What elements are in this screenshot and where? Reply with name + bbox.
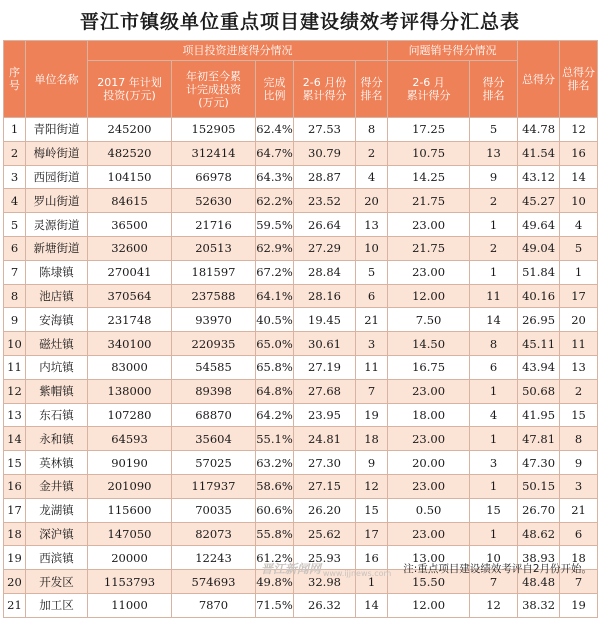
- cell-completion-ratio: 40.5%: [256, 308, 294, 332]
- table-row: [4, 403, 598, 427]
- cell-score-2-6: 25.93: [294, 546, 356, 570]
- header-total-score: 总得分: [518, 41, 560, 118]
- cell-plan-2017: 104150: [88, 165, 172, 189]
- cell-completion-ratio: 55.1%: [256, 427, 294, 451]
- cell-completion-ratio: 63.2%: [256, 451, 294, 475]
- cell-issue-score: 14.50: [388, 332, 470, 356]
- header-seq: 序 号: [4, 41, 26, 118]
- cell-seq: 9: [4, 308, 26, 332]
- cell-plan-2017: 370564: [88, 284, 172, 308]
- cell-rank: 19: [356, 403, 388, 427]
- cell-rank: 17: [356, 522, 388, 546]
- score-summary-table: [3, 40, 598, 618]
- cell-unit: 龙湖镇: [26, 498, 88, 522]
- cell-rank: 11: [356, 355, 388, 379]
- cell-issue-rank: 5: [470, 118, 518, 142]
- cell-total-rank: 8: [560, 427, 598, 451]
- cell-ytd-investment: 20513: [172, 236, 256, 260]
- cell-total-rank: 14: [560, 165, 598, 189]
- cell-completion-ratio: 62.2%: [256, 189, 294, 213]
- table-row: [4, 332, 598, 356]
- cell-seq: 14: [4, 427, 26, 451]
- cell-issue-score: 13.00: [388, 546, 470, 570]
- cell-total-score: 49.04: [518, 236, 560, 260]
- cell-completion-ratio: 64.8%: [256, 379, 294, 403]
- cell-total-rank: 12: [560, 118, 598, 142]
- cell-issue-score: 18.00: [388, 403, 470, 427]
- cell-ytd-investment: 70035: [172, 498, 256, 522]
- cell-issue-rank: 6: [470, 355, 518, 379]
- cell-rank: 13: [356, 213, 388, 237]
- table-row: [4, 118, 598, 142]
- table-row: [4, 165, 598, 189]
- cell-completion-ratio: 61.2%: [256, 546, 294, 570]
- cell-issue-rank: 13: [470, 141, 518, 165]
- cell-plan-2017: 20000: [88, 546, 172, 570]
- table-row: [4, 522, 598, 546]
- cell-completion-ratio: 60.6%: [256, 498, 294, 522]
- cell-plan-2017: 64593: [88, 427, 172, 451]
- cell-ytd-investment: 7870: [172, 593, 256, 617]
- cell-ytd-investment: 66978: [172, 165, 256, 189]
- cell-ytd-investment: 54585: [172, 355, 256, 379]
- cell-ytd-investment: 52630: [172, 189, 256, 213]
- cell-unit: 深沪镇: [26, 522, 88, 546]
- cell-completion-ratio: 71.5%: [256, 593, 294, 617]
- cell-ytd-investment: 220935: [172, 332, 256, 356]
- header-issue-score-2-6: 2-6 月 累计得分: [388, 61, 470, 118]
- cell-unit: 永和镇: [26, 427, 88, 451]
- cell-unit: 梅岭街道: [26, 141, 88, 165]
- cell-plan-2017: 11000: [88, 593, 172, 617]
- cell-unit: 陈埭镇: [26, 260, 88, 284]
- cell-rank: 3: [356, 332, 388, 356]
- cell-unit: 灵源街道: [26, 213, 88, 237]
- cell-issue-rank: 1: [470, 474, 518, 498]
- table-row: [4, 236, 598, 260]
- cell-total-score: 43.12: [518, 165, 560, 189]
- cell-seq: 1: [4, 118, 26, 142]
- table-row: [4, 593, 598, 617]
- cell-issue-rank: 14: [470, 308, 518, 332]
- table-row: [4, 189, 598, 213]
- table-row: [4, 308, 598, 332]
- cell-issue-rank: 1: [470, 213, 518, 237]
- cell-issue-score: 20.00: [388, 451, 470, 475]
- cell-completion-ratio: 62.4%: [256, 118, 294, 142]
- footnote: 注:重点项目建设绩效考评自2月份开始。: [403, 562, 592, 575]
- cell-total-score: 47.81: [518, 427, 560, 451]
- cell-ytd-investment: 152905: [172, 118, 256, 142]
- cell-completion-ratio: 64.7%: [256, 141, 294, 165]
- cell-total-rank: 10: [560, 189, 598, 213]
- cell-total-score: 41.95: [518, 403, 560, 427]
- cell-unit: 紫帽镇: [26, 379, 88, 403]
- cell-issue-rank: 2: [470, 236, 518, 260]
- cell-ytd-investment: 12243: [172, 546, 256, 570]
- cell-seq: 17: [4, 498, 26, 522]
- cell-total-score: 43.94: [518, 355, 560, 379]
- cell-score-2-6: 27.29: [294, 236, 356, 260]
- cell-ytd-investment: 117937: [172, 474, 256, 498]
- cell-issue-rank: 12: [470, 593, 518, 617]
- header-rank: 得分 排名: [356, 61, 388, 118]
- cell-unit: 加工区: [26, 593, 88, 617]
- cell-total-rank: 16: [560, 141, 598, 165]
- cell-issue-rank: 9: [470, 165, 518, 189]
- table-row: [4, 498, 598, 522]
- table-row: [4, 141, 598, 165]
- cell-total-score: 48.48: [518, 570, 560, 594]
- cell-issue-score: 16.75: [388, 355, 470, 379]
- cell-total-score: 45.27: [518, 189, 560, 213]
- cell-completion-ratio: 58.6%: [256, 474, 294, 498]
- cell-seq: 5: [4, 213, 26, 237]
- cell-plan-2017: 340100: [88, 332, 172, 356]
- cell-seq: 4: [4, 189, 26, 213]
- table-row: [4, 427, 598, 451]
- cell-completion-ratio: 65.8%: [256, 355, 294, 379]
- table-row: [4, 213, 598, 237]
- cell-issue-rank: 1: [470, 260, 518, 284]
- cell-issue-rank: 4: [470, 403, 518, 427]
- cell-seq: 19: [4, 546, 26, 570]
- cell-ytd-investment: 82073: [172, 522, 256, 546]
- table-row: [4, 284, 598, 308]
- cell-seq: 16: [4, 474, 26, 498]
- cell-seq: 3: [4, 165, 26, 189]
- cell-plan-2017: 90190: [88, 451, 172, 475]
- cell-issue-rank: 2: [470, 189, 518, 213]
- cell-rank: 21: [356, 308, 388, 332]
- cell-total-rank: 3: [560, 474, 598, 498]
- cell-score-2-6: 25.62: [294, 522, 356, 546]
- cell-completion-ratio: 55.8%: [256, 522, 294, 546]
- cell-ytd-investment: 237588: [172, 284, 256, 308]
- cell-total-score: 47.30: [518, 451, 560, 475]
- cell-score-2-6: 28.16: [294, 284, 356, 308]
- cell-issue-rank: 7: [470, 570, 518, 594]
- cell-rank: 4: [356, 165, 388, 189]
- watermark-logo: 晋江新闻网: [260, 561, 321, 576]
- cell-total-score: 50.15: [518, 474, 560, 498]
- cell-total-score: 45.11: [518, 332, 560, 356]
- cell-plan-2017: 201090: [88, 474, 172, 498]
- cell-completion-ratio: 59.5%: [256, 213, 294, 237]
- cell-ytd-investment: 312414: [172, 141, 256, 165]
- cell-seq: 8: [4, 284, 26, 308]
- cell-rank: 1: [356, 570, 388, 594]
- cell-score-2-6: 27.68: [294, 379, 356, 403]
- cell-total-rank: 9: [560, 451, 598, 475]
- cell-seq: 10: [4, 332, 26, 356]
- cell-score-2-6: 19.45: [294, 308, 356, 332]
- cell-issue-score: 17.25: [388, 118, 470, 142]
- header-completion-ratio: 完成 比例: [256, 61, 294, 118]
- cell-ytd-investment: 181597: [172, 260, 256, 284]
- header-issue-group: 问题销号得分情况: [388, 41, 518, 61]
- cell-plan-2017: 107280: [88, 403, 172, 427]
- cell-score-2-6: 27.15: [294, 474, 356, 498]
- cell-seq: 20: [4, 570, 26, 594]
- cell-total-rank: 2: [560, 379, 598, 403]
- cell-total-score: 41.54: [518, 141, 560, 165]
- cell-score-2-6: 32.98: [294, 570, 356, 594]
- cell-total-score: 26.70: [518, 498, 560, 522]
- cell-plan-2017: 245200: [88, 118, 172, 142]
- cell-total-rank: 18: [560, 546, 598, 570]
- cell-completion-ratio: 64.3%: [256, 165, 294, 189]
- cell-total-score: 48.62: [518, 522, 560, 546]
- cell-score-2-6: 23.95: [294, 403, 356, 427]
- cell-rank: 20: [356, 189, 388, 213]
- table-row: [4, 379, 598, 403]
- cell-issue-rank: 15: [470, 498, 518, 522]
- cell-total-rank: 7: [560, 570, 598, 594]
- cell-issue-rank: 3: [470, 451, 518, 475]
- cell-total-score: 50.68: [518, 379, 560, 403]
- cell-unit: 安海镇: [26, 308, 88, 332]
- cell-issue-score: 23.00: [388, 427, 470, 451]
- cell-seq: 15: [4, 451, 26, 475]
- table-row: [4, 355, 598, 379]
- cell-total-rank: 17: [560, 284, 598, 308]
- cell-score-2-6: 26.20: [294, 498, 356, 522]
- cell-seq: 12: [4, 379, 26, 403]
- cell-score-2-6: 24.81: [294, 427, 356, 451]
- cell-score-2-6: 23.52: [294, 189, 356, 213]
- cell-issue-score: 12.00: [388, 593, 470, 617]
- cell-completion-ratio: 64.1%: [256, 284, 294, 308]
- cell-issue-score: 0.50: [388, 498, 470, 522]
- cell-unit: 池店镇: [26, 284, 88, 308]
- cell-ytd-investment: 68870: [172, 403, 256, 427]
- cell-plan-2017: 84615: [88, 189, 172, 213]
- cell-unit: 内坑镇: [26, 355, 88, 379]
- cell-completion-ratio: 62.9%: [256, 236, 294, 260]
- cell-total-rank: 4: [560, 213, 598, 237]
- cell-issue-score: 7.50: [388, 308, 470, 332]
- cell-seq: 7: [4, 260, 26, 284]
- cell-issue-rank: 11: [470, 284, 518, 308]
- cell-completion-ratio: 64.2%: [256, 403, 294, 427]
- cell-rank: 12: [356, 474, 388, 498]
- cell-score-2-6: 30.61: [294, 332, 356, 356]
- cell-issue-rank: 1: [470, 522, 518, 546]
- cell-plan-2017: 1153793: [88, 570, 172, 594]
- cell-total-score: 40.16: [518, 284, 560, 308]
- cell-rank: 5: [356, 260, 388, 284]
- cell-plan-2017: 147050: [88, 522, 172, 546]
- cell-ytd-investment: 21716: [172, 213, 256, 237]
- header-plan-2017: 2017 年计划 投资(万元): [88, 61, 172, 118]
- cell-issue-rank: 10: [470, 546, 518, 570]
- cell-plan-2017: 32600: [88, 236, 172, 260]
- table-row: [4, 451, 598, 475]
- cell-total-score: 38.93: [518, 546, 560, 570]
- cell-total-rank: 21: [560, 498, 598, 522]
- cell-unit: 金井镇: [26, 474, 88, 498]
- cell-unit: 东石镇: [26, 403, 88, 427]
- cell-issue-score: 23.00: [388, 260, 470, 284]
- cell-score-2-6: 26.32: [294, 593, 356, 617]
- cell-total-score: 26.95: [518, 308, 560, 332]
- table-row: [4, 260, 598, 284]
- cell-unit: 罗山街道: [26, 189, 88, 213]
- cell-ytd-investment: 35604: [172, 427, 256, 451]
- cell-completion-ratio: 49.8%: [256, 570, 294, 594]
- cell-total-rank: 20: [560, 308, 598, 332]
- page-title: 晋江市镇级单位重点项目建设绩效考评得分汇总表: [79, 10, 520, 33]
- cell-score-2-6: 27.53: [294, 118, 356, 142]
- cell-total-score: 44.78: [518, 118, 560, 142]
- cell-plan-2017: 115600: [88, 498, 172, 522]
- cell-plan-2017: 270041: [88, 260, 172, 284]
- cell-rank: 10: [356, 236, 388, 260]
- cell-issue-score: 14.25: [388, 165, 470, 189]
- cell-score-2-6: 30.79: [294, 141, 356, 165]
- cell-issue-score: 21.75: [388, 236, 470, 260]
- cell-unit: 磁灶镇: [26, 332, 88, 356]
- header-unit: 单位名称: [26, 41, 88, 118]
- cell-issue-score: 23.00: [388, 522, 470, 546]
- header-total-rank: 总得分 排名: [560, 41, 598, 118]
- cell-rank: 15: [356, 498, 388, 522]
- cell-plan-2017: 83000: [88, 355, 172, 379]
- cell-total-rank: 6: [560, 522, 598, 546]
- cell-score-2-6: 27.19: [294, 355, 356, 379]
- cell-seq: 13: [4, 403, 26, 427]
- cell-unit: 新塘街道: [26, 236, 88, 260]
- cell-total-rank: 11: [560, 332, 598, 356]
- cell-unit: 青阳街道: [26, 118, 88, 142]
- header-investment-group: 项目投资进度得分情况: [88, 41, 388, 61]
- cell-rank: 16: [356, 546, 388, 570]
- cell-seq: 11: [4, 355, 26, 379]
- cell-score-2-6: 28.84: [294, 260, 356, 284]
- cell-total-score: 49.64: [518, 213, 560, 237]
- cell-plan-2017: 138000: [88, 379, 172, 403]
- header-score-2-6: 2-6 月份 累计得分: [294, 61, 356, 118]
- cell-total-rank: 1: [560, 260, 598, 284]
- cell-unit: 西园街道: [26, 165, 88, 189]
- cell-rank: 7: [356, 379, 388, 403]
- cell-rank: 14: [356, 593, 388, 617]
- watermark-url: www.ijjnews.com: [322, 568, 392, 578]
- cell-ytd-investment: 574693: [172, 570, 256, 594]
- cell-total-rank: 15: [560, 403, 598, 427]
- header-issue-rank: 得分 排名: [470, 61, 518, 118]
- cell-rank: 8: [356, 118, 388, 142]
- cell-total-score: 51.84: [518, 260, 560, 284]
- cell-rank: 6: [356, 284, 388, 308]
- cell-issue-score: 21.75: [388, 189, 470, 213]
- cell-plan-2017: 482520: [88, 141, 172, 165]
- cell-score-2-6: 26.64: [294, 213, 356, 237]
- cell-rank: 9: [356, 451, 388, 475]
- cell-completion-ratio: 65.0%: [256, 332, 294, 356]
- cell-issue-score: 23.00: [388, 379, 470, 403]
- cell-plan-2017: 231748: [88, 308, 172, 332]
- cell-total-rank: 13: [560, 355, 598, 379]
- cell-seq: 21: [4, 593, 26, 617]
- cell-issue-score: 23.00: [388, 474, 470, 498]
- cell-unit: 英林镇: [26, 451, 88, 475]
- cell-rank: 2: [356, 141, 388, 165]
- cell-unit: 开发区: [26, 570, 88, 594]
- cell-seq: 6: [4, 236, 26, 260]
- cell-total-rank: 5: [560, 236, 598, 260]
- cell-issue-rank: 1: [470, 427, 518, 451]
- footer: [261, 560, 592, 576]
- cell-issue-score: 23.00: [388, 213, 470, 237]
- cell-ytd-investment: 93970: [172, 308, 256, 332]
- cell-total-rank: 19: [560, 593, 598, 617]
- cell-completion-ratio: 67.2%: [256, 260, 294, 284]
- cell-issue-score: 15.50: [388, 570, 470, 594]
- cell-ytd-investment: 57025: [172, 451, 256, 475]
- cell-rank: 18: [356, 427, 388, 451]
- cell-unit: 西滨镇: [26, 546, 88, 570]
- cell-score-2-6: 27.30: [294, 451, 356, 475]
- cell-ytd-investment: 89398: [172, 379, 256, 403]
- cell-issue-score: 12.00: [388, 284, 470, 308]
- table-row: [4, 474, 598, 498]
- cell-issue-score: 10.75: [388, 141, 470, 165]
- header-ytd-investment: 年初至今累 计完成投资 (万元): [172, 61, 256, 118]
- cell-seq: 18: [4, 522, 26, 546]
- cell-score-2-6: 28.87: [294, 165, 356, 189]
- cell-issue-rank: 8: [470, 332, 518, 356]
- cell-seq: 2: [4, 141, 26, 165]
- cell-issue-rank: 1: [470, 379, 518, 403]
- cell-total-score: 38.32: [518, 593, 560, 617]
- cell-plan-2017: 36500: [88, 213, 172, 237]
